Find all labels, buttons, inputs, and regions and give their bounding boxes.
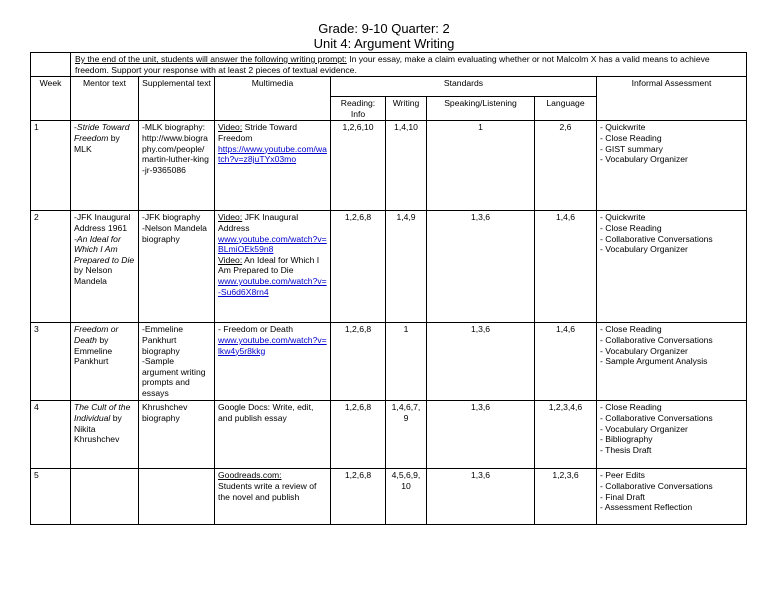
- multimedia-title: Students write a review of the novel and publish: [218, 480, 317, 502]
- informal-cell: [597, 121, 747, 211]
- multimedia-title: JFK Inaugural Address: [218, 212, 299, 233]
- prompt-blank-cell: [31, 53, 71, 77]
- mentor-title: -JFK Inaugural Address 1961: [74, 212, 131, 233]
- header-informal: Informal Assessment: [597, 77, 747, 121]
- reading-cell: 1,2,6,8: [331, 401, 386, 469]
- speaking-cell: 1,3,6: [427, 211, 535, 323]
- prompt-text: In your essay, make a claim evaluating whether or not Malcolm X has a valid means to achieve freedom. Support your response with at least 2 pieces of textual evidence.: [75, 54, 710, 75]
- speaking-cell: 1: [427, 121, 535, 211]
- assessment-item: - Close Reading: [600, 402, 662, 413]
- header-writing: Writing: [386, 97, 427, 121]
- table-row: [31, 211, 747, 323]
- multimedia-cell: [215, 121, 331, 211]
- video-label: Video:: [218, 212, 243, 223]
- multimedia-cell: [215, 211, 331, 323]
- mentor-cell: [71, 323, 139, 401]
- assessment-item: - Vocabulary Organizer: [600, 345, 688, 356]
- language-cell: 1,4,6: [535, 211, 597, 323]
- supplemental-cell: [139, 121, 215, 211]
- prompt-lead: By the end of the unit, students will answer the following writing prompt:: [75, 54, 347, 64]
- assessment-item: - Vocabulary Organizer: [600, 154, 688, 165]
- video-label: Video:: [218, 122, 243, 133]
- prompt-row: [31, 53, 747, 77]
- assessment-item: - Vocabulary Organizer: [600, 244, 688, 255]
- assessment-item: - Vocabulary Organizer: [600, 423, 688, 434]
- writing-cell: 4,5,6,9, 10: [386, 469, 427, 525]
- mentor-prefix: -: [74, 122, 77, 133]
- mentor-author: by Nikita Khrushchev: [74, 412, 122, 445]
- header-reading: Reading: Info: [331, 97, 386, 121]
- reading-cell: 1,2,6,8: [331, 323, 386, 401]
- assessment-item: - Collaborative Conversations: [600, 233, 713, 244]
- assessment-item: - GIST summary: [600, 143, 663, 154]
- reading-cell: 1,2,6,8: [331, 211, 386, 323]
- week-cell: 4: [31, 401, 71, 469]
- assessment-item: - Quickwrite: [600, 122, 646, 133]
- multimedia-cell: [215, 323, 331, 401]
- writing-cell: 1,4,10: [386, 121, 427, 211]
- assessment-item: - Close Reading: [600, 222, 662, 233]
- header-week: Week: [31, 77, 71, 121]
- multimedia-cell: [215, 469, 331, 525]
- supplemental-item: -MLK biography:: [142, 122, 206, 133]
- header-standards: Standards: [331, 77, 597, 97]
- informal-cell: [597, 469, 747, 525]
- mentor-author: by MLK: [74, 132, 120, 154]
- writing-cell: 1,4,6,7, 9: [386, 401, 427, 469]
- header-speaking: Speaking/Listening: [427, 97, 535, 121]
- language-cell: 1,2,3,4,6: [535, 401, 597, 469]
- assessment-item: - Quickwrite: [600, 212, 646, 223]
- week-cell: 2: [31, 211, 71, 323]
- mentor-title: Freedom or Death: [74, 324, 119, 345]
- speaking-cell: 1,3,6: [427, 401, 535, 469]
- multimedia-title: Google Docs: Write, edit, and publish essay: [218, 402, 314, 423]
- mentor-cell: [71, 121, 139, 211]
- table-row: [31, 323, 747, 401]
- informal-cell: [597, 211, 747, 323]
- supplemental-item: -Sample argument writing prompts and essays: [142, 356, 206, 398]
- video-link[interactable]: https://www.youtube.com/watch?v=z8juTYx03mo: [218, 143, 327, 165]
- unit-plan-table: [30, 52, 747, 525]
- header-mentor: Mentor text: [71, 77, 139, 121]
- informal-cell: [597, 401, 747, 469]
- video-link[interactable]: www.youtube.com/watch?v=BLmiOEk59n8: [218, 233, 327, 255]
- header-row: [31, 77, 747, 97]
- supplemental-cell: [139, 211, 215, 323]
- language-cell: 1,4,6: [535, 323, 597, 401]
- mentor-author: by Emmeline Pankhurt: [74, 334, 113, 367]
- assessment-item: - Peer Edits: [600, 470, 645, 481]
- supplemental-item: -Emmeline Pankhurt biography: [142, 324, 184, 356]
- header-supplemental: Supplemental text: [139, 77, 215, 121]
- writing-cell: 1: [386, 323, 427, 401]
- mentor-cell: [71, 469, 139, 525]
- week-cell: 5: [31, 469, 71, 525]
- week-cell: 3: [31, 323, 71, 401]
- video-link[interactable]: www.youtube.com/watch?v=lkw4y5r8kkg: [218, 334, 327, 356]
- assessment-item: - Bibliography: [600, 434, 653, 445]
- multimedia-cell: [215, 401, 331, 469]
- mentor-author: by Nelson Mandela: [74, 265, 113, 286]
- speaking-cell: 1,3,6: [427, 323, 535, 401]
- assessment-item: - Collaborative Conversations: [600, 480, 713, 491]
- supplemental-cell: [139, 401, 215, 469]
- header-language: Language: [535, 97, 597, 121]
- supplemental-url: http://www.biography.com/people/martin-luther-king-jr-9365086: [142, 132, 209, 175]
- writing-prompt: [71, 53, 747, 77]
- assessment-item: - Final Draft: [600, 491, 645, 502]
- reading-cell: 1,2,6,8: [331, 469, 386, 525]
- supplemental-item: -Nelson Mandela biography: [142, 222, 207, 244]
- assessment-item: - Assessment Reflection: [600, 502, 693, 513]
- mentor-cell: [71, 211, 139, 323]
- supplemental-item: -JFK biography: [142, 212, 201, 223]
- language-cell: 1,2,3,6: [535, 469, 597, 525]
- speaking-cell: 1,3,6: [427, 469, 535, 525]
- mentor-title: The Cult of the Individual: [74, 402, 131, 423]
- assessment-item: - Thesis Draft: [600, 444, 652, 455]
- week-cell: 1: [31, 121, 71, 211]
- mentor-title: -An Ideal for Which I Am Prepared to Die: [74, 233, 135, 265]
- supplemental-item: Khrushchev biography: [142, 402, 188, 423]
- mentor-cell: [71, 401, 139, 469]
- video-label: Video:: [218, 254, 243, 265]
- assessment-item: - Collaborative Conversations: [600, 334, 713, 345]
- informal-cell: [597, 323, 747, 401]
- goodreads-link[interactable]: Goodreads.com:: [218, 470, 282, 481]
- multimedia-title: - Freedom or Death: [218, 324, 293, 335]
- multimedia-title: Stride Toward Freedom: [218, 122, 297, 143]
- table-row: [31, 121, 747, 211]
- unit-title: Unit 4: Argument Writing: [313, 36, 455, 51]
- supplemental-cell: [139, 469, 215, 525]
- supplemental-cell: [139, 323, 215, 401]
- writing-cell: 1,4,9: [386, 211, 427, 323]
- assessment-item: - Sample Argument Analysis: [600, 356, 708, 367]
- reading-cell: 1,2,6,10: [331, 121, 386, 211]
- assessment-item: - Close Reading: [600, 132, 662, 143]
- language-cell: 2,6: [535, 121, 597, 211]
- header-multimedia: Multimedia: [215, 77, 331, 121]
- mentor-title: Stride Toward Freedom: [74, 122, 130, 143]
- table-row: [31, 401, 747, 469]
- multimedia-title: An Ideal for Which I Am Prepared to Die: [218, 254, 320, 276]
- video-link[interactable]: www.youtube.com/watch?v=-Su6d6X8rn4: [218, 275, 327, 297]
- assessment-item: - Close Reading: [600, 324, 662, 335]
- table-row: [31, 469, 747, 525]
- assessment-item: - Collaborative Conversations: [600, 412, 713, 423]
- page-title: Grade: 9-10 Quarter: 2: [318, 21, 450, 36]
